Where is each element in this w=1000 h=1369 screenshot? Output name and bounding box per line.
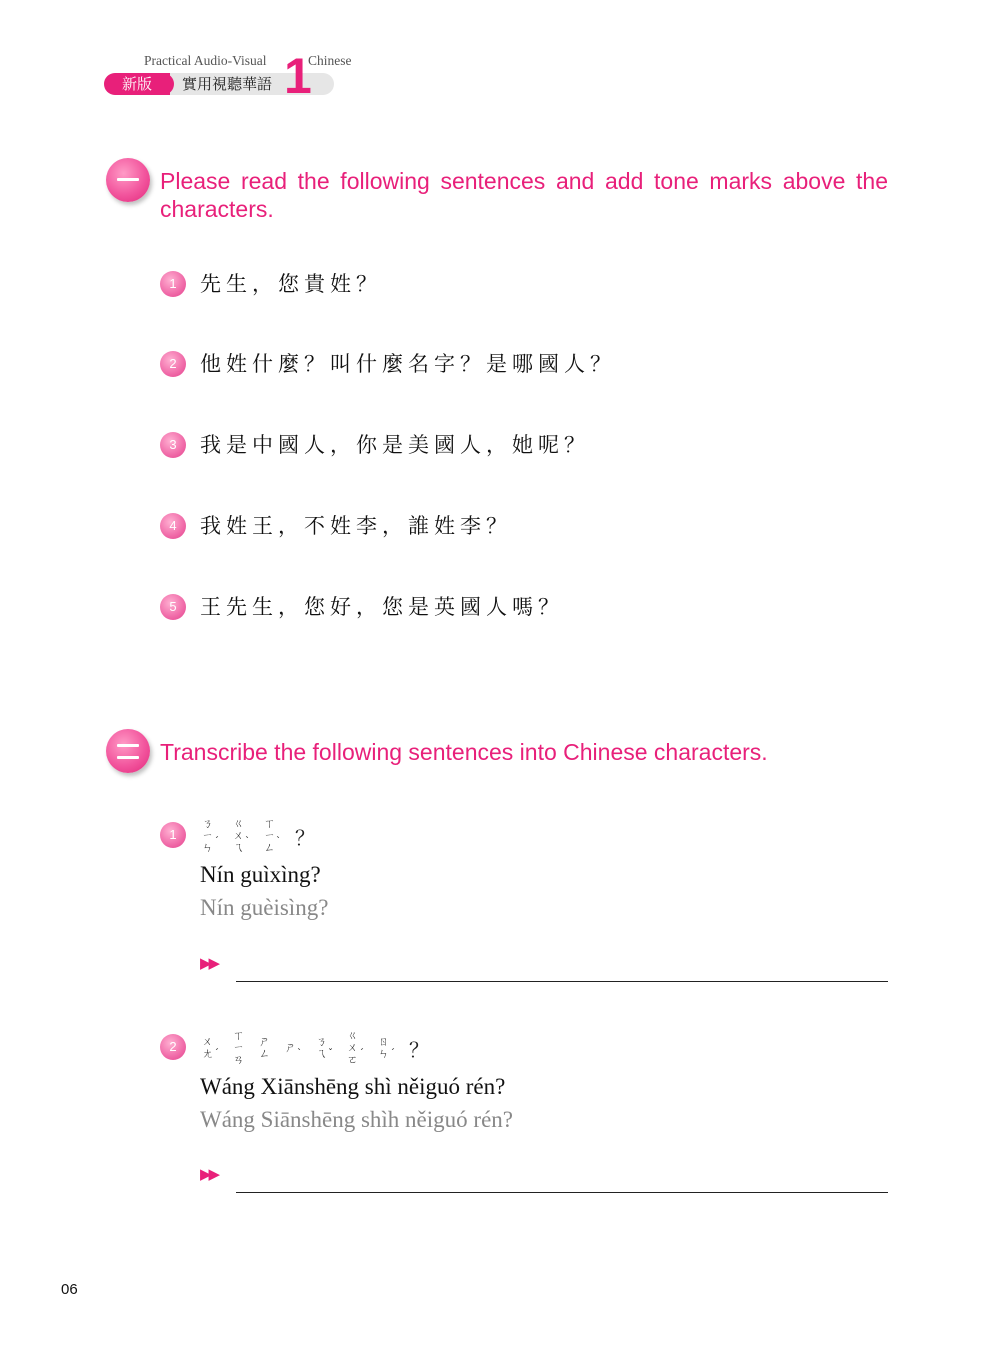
hanyu-pinyin: Wáng Xiānshēng shì něiguó rén? <box>200 1074 506 1099</box>
header-series-english: Practical Audio-Visual <box>144 53 267 68</box>
zhuyin-syllable: ㄕ ˋ <box>285 1041 302 1059</box>
hanyu-pinyin: Nín guìxìng? <box>200 862 321 887</box>
section-one-instruction: Please read the following sentences and add tone marks above the characters. <box>160 168 888 222</box>
zhuyin-line <box>202 1028 429 1068</box>
exercise-sentence: 先生，您貴姓？ <box>200 272 382 296</box>
item-number: 5 <box>160 594 186 620</box>
section-one-badge <box>106 158 150 202</box>
zhuyin-syllable: ㄋ ㄧ ㄣ ˊ <box>202 817 219 854</box>
item-number: 1 <box>160 271 186 297</box>
exercise-sentence: 他姓什麼？叫什麼名字？是哪國人？ <box>200 352 616 376</box>
tongyong-pinyin: Wáng Siānshēng shìh něiguó rén? <box>200 1107 513 1132</box>
answer-line[interactable] <box>236 981 888 982</box>
question-mark: ？ <box>295 825 315 850</box>
header-series-english-right: Chinese <box>308 53 352 68</box>
zhuyin-line <box>202 816 315 856</box>
exercise-sentence: 我是中國人，你是美國人，她呢？ <box>200 433 590 457</box>
zhuyin-syllable: ㄒ ㄧ ㄥ ˋ <box>264 817 281 854</box>
double-arrow-icon: ▶▶ <box>200 1165 218 1183</box>
tongyong-pinyin: Nín guèisìng? <box>200 895 329 920</box>
item-number: 2 <box>160 1034 186 1060</box>
section-two-badge <box>106 729 150 773</box>
item-number: 2 <box>160 351 186 377</box>
zhuyin-syllable: ㄍ ㄨ ㄟ ˋ <box>233 817 250 854</box>
answer-line[interactable] <box>236 1192 888 1193</box>
question-mark: ？ <box>409 1037 429 1062</box>
section-two-instruction: Transcribe the following sentences into Chinese characters. <box>160 739 768 765</box>
edition-badge: 新版 <box>104 73 170 95</box>
zhuyin-syllable: ㄋ ㄟ ˇ <box>316 1035 333 1060</box>
page-number: 06 <box>61 1281 78 1298</box>
exercise-sentence: 我姓王，不姓李，誰姓李？ <box>200 514 512 538</box>
section-two-mark-bottom <box>117 756 139 759</box>
section-two-mark-top <box>117 744 139 747</box>
zhuyin-syllable: ㄕ ㄥ <box>259 1035 270 1060</box>
zhuyin-syllable: ㄒ ㄧ ㄢ <box>233 1029 244 1066</box>
volume-number: 1 <box>284 48 312 104</box>
zhuyin-syllable: ㄖ ㄣ ˊ <box>378 1035 395 1060</box>
section-one-mark <box>117 178 139 181</box>
double-arrow-icon: ▶▶ <box>200 954 218 972</box>
header-series-chinese: 實用視聽華語 <box>182 75 273 93</box>
item-number: 3 <box>160 432 186 458</box>
item-number: 1 <box>160 822 186 848</box>
exercise-sentence: 王先生，您好，您是英國人嗎？ <box>200 595 564 619</box>
zhuyin-syllable: ㄍ ㄨ ㄛ ˊ <box>347 1029 364 1066</box>
zhuyin-syllable: ㄨ ㄤ ˊ <box>202 1035 219 1060</box>
item-number: 4 <box>160 513 186 539</box>
